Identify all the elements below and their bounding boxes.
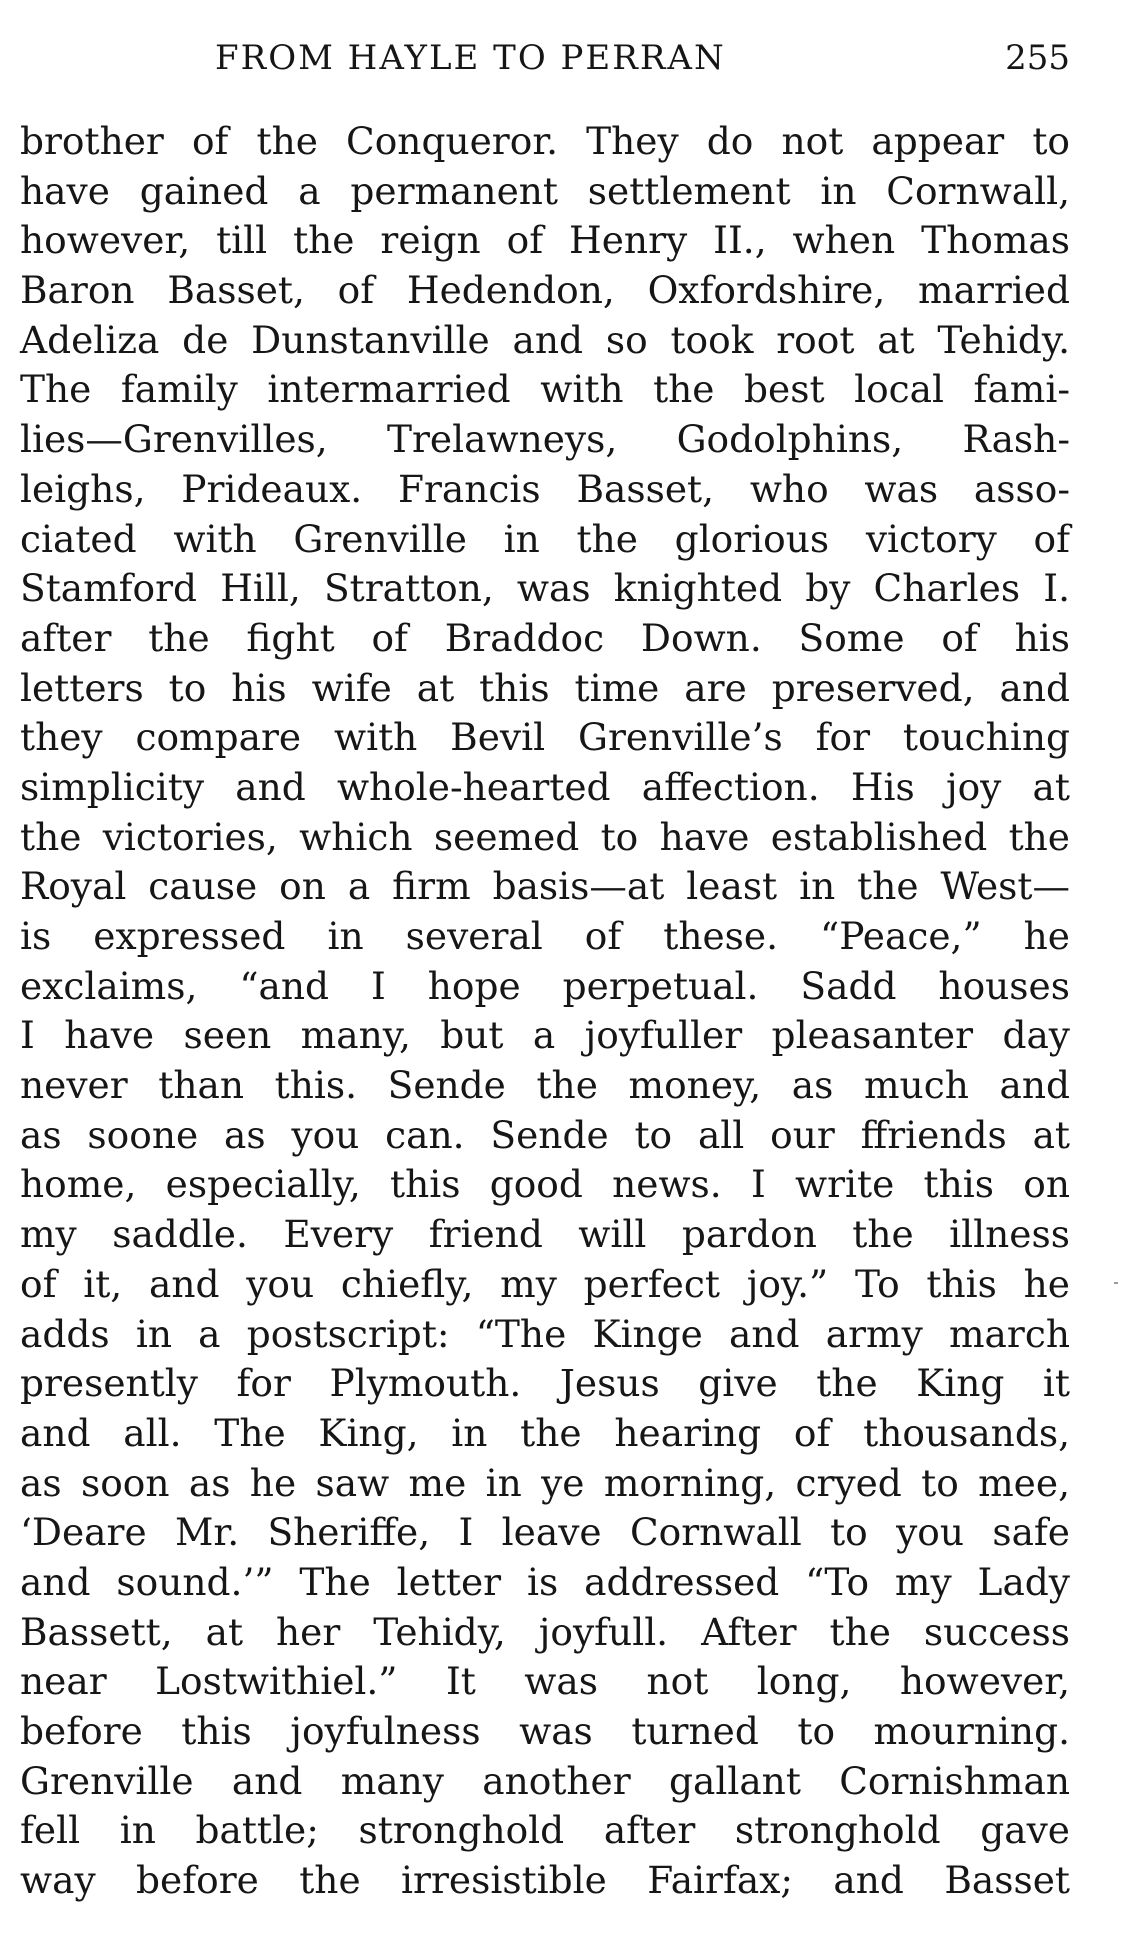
text-line: The family intermarried with the best local fami- <box>20 367 1070 412</box>
text-line: Bassett, at her Tehidy, joyfull. After the success <box>20 1609 1070 1654</box>
running-head <box>20 30 1070 86</box>
text-line: I have seen many, but a joyfuller pleasanter day <box>20 1013 1070 1058</box>
text-line: Stamford Hill, Stratton, was knighted by Charles I. <box>20 566 1070 611</box>
text-line: Royal cause on a firm basis—at least in the West— <box>20 864 1070 909</box>
text-line: Grenville and many another gallant Cornishman <box>20 1758 1070 1803</box>
text-line: exclaims, “and I hope perpetual. Sadd houses <box>20 963 1070 1008</box>
text-line: never than this. Sende the money, as much and <box>20 1063 1070 1108</box>
text-line: fell in battle; stronghold after stronghold gave <box>20 1808 1070 1853</box>
text-line: they compare with Bevil Grenville’s for touching <box>20 715 1070 760</box>
text-line: and all. The King, in the hearing of thousands, <box>20 1410 1070 1455</box>
text-line: Baron Basset, of Hedendon, Oxfordshire, married <box>20 268 1070 313</box>
text-line: as soon as he saw me in ye morning, cryed to mee, <box>20 1460 1070 1505</box>
text-line: Adeliza de Dunstanville and so took root at Tehidy. <box>20 317 1070 362</box>
page-number: 255 <box>1005 38 1070 78</box>
text-line: however, till the reign of Henry II., when Thomas <box>20 218 1070 263</box>
text-line: leighs, Prideaux. Francis Basset, who was asso- <box>20 466 1070 511</box>
text-line: my saddle. Every friend will pardon the illness <box>20 1212 1070 1257</box>
text-line: lies—Grenvilles, Trelawneys, Godolphins, Rash- <box>20 417 1070 462</box>
text-line: have gained a permanent settlement in Cornwall, <box>20 168 1070 213</box>
text-line: way before the irresistible Fairfax; and Basset <box>20 1858 1070 1903</box>
text-line: simplicity and whole-hearted affection. His joy at <box>20 764 1070 809</box>
text-line: home, especially, this good news. I write this on <box>20 1162 1070 1207</box>
text-line: near Lostwithiel.” It was not long, however, <box>20 1659 1070 1704</box>
text-line: brother of the Conqueror. They do not appear to <box>20 119 1070 163</box>
running-title: FROM HAYLE TO PERRAN <box>215 38 726 78</box>
text-line: ‘Deare Mr. Sheriffe, I leave Cornwall to you safe <box>20 1510 1070 1555</box>
text-line: adds in a postscript: “The Kinge and army march <box>20 1311 1070 1356</box>
text-line: is expressed in several of these. “Peace,” he <box>20 914 1070 958</box>
text-line: ciated with Grenville in the glorious victory of <box>20 516 1070 561</box>
text-line: presently for Plymouth. Jesus give the King it <box>20 1361 1070 1406</box>
text-line: before this joyfulness was turned to mourning. <box>20 1709 1070 1753</box>
text-line: of it, and you chiefly, my perfect joy.” To this he <box>20 1261 1070 1306</box>
text-line: as soone as you can. Sende to all our ffriends at <box>20 1112 1070 1157</box>
margin-mark <box>1114 1282 1118 1284</box>
text-line: the victories, which seemed to have established the <box>20 814 1070 859</box>
text-line: after the fight of Braddoc Down. Some of his <box>20 615 1070 660</box>
text-line: letters to his wife at this time are preserved, and <box>20 665 1070 710</box>
body-text <box>20 117 1070 1906</box>
text-line: and sound.’” The letter is addressed “To my Lady <box>20 1559 1070 1604</box>
